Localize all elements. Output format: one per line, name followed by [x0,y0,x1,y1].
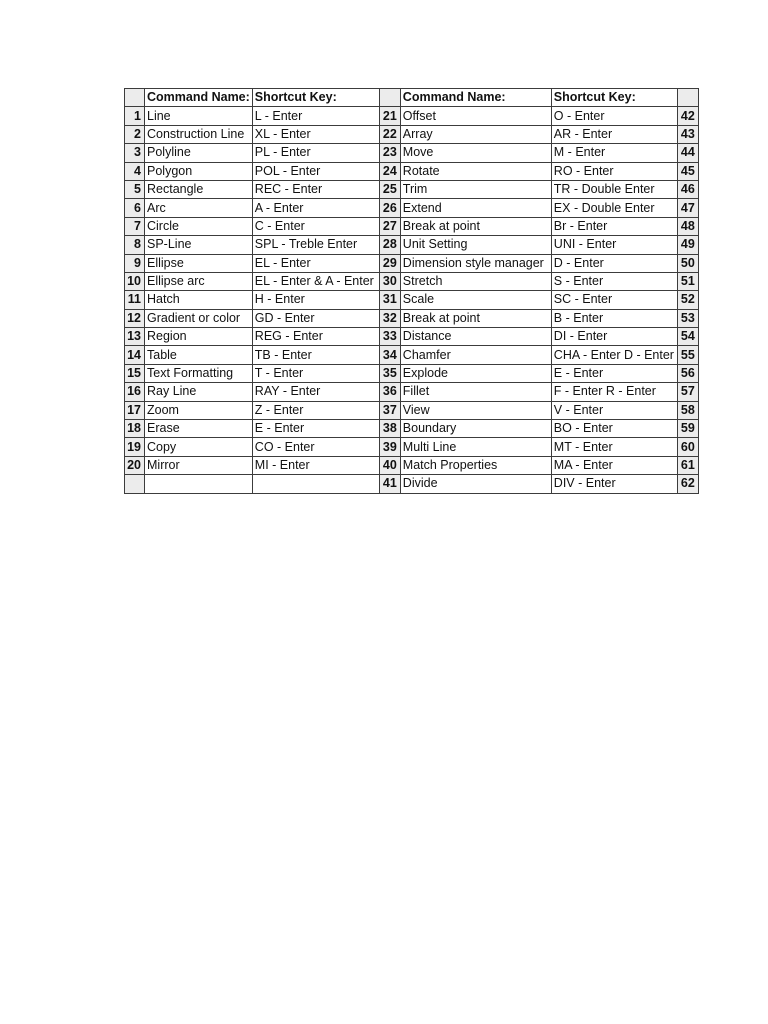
table-row [125,383,699,401]
table-row [125,144,699,162]
shortcut-key-cell: REC - Enter [252,180,379,198]
table-row [125,346,699,364]
command-name-cell: Break at point [400,217,551,235]
header-blank-cell [379,89,400,107]
table-row [125,162,699,180]
row-number: 32 [379,309,400,327]
shortcut-key-cell: PL - Enter [252,144,379,162]
row-number: 57 [677,383,698,401]
command-name-cell: Rectangle [145,180,253,198]
command-name-cell: Line [145,107,253,125]
row-number: 60 [677,438,698,456]
header-command-name: Command Name: [400,89,551,107]
shortcut-key-cell: C - Enter [252,217,379,235]
row-number: 27 [379,217,400,235]
row-number: 13 [125,328,145,346]
row-number: 37 [379,401,400,419]
shortcut-key-cell: MT - Enter [551,438,677,456]
command-name-cell: Trim [400,180,551,198]
command-name-cell: Arc [145,199,253,217]
table-row [125,438,699,456]
row-number: 2 [125,125,145,143]
row-number: 17 [125,401,145,419]
shortcut-key-cell: SPL - Treble Enter [252,236,379,254]
command-name-cell: Array [400,125,551,143]
row-number: 39 [379,438,400,456]
row-number: 56 [677,364,698,382]
row-number [125,475,145,493]
row-number: 50 [677,254,698,272]
command-name-cell: Ellipse [145,254,253,272]
command-name-cell: Move [400,144,551,162]
row-number: 4 [125,162,145,180]
command-name-cell: Distance [400,328,551,346]
shortcut-key-cell: TR - Double Enter [551,180,677,198]
row-number: 31 [379,291,400,309]
command-name-cell: Copy [145,438,253,456]
shortcut-key-cell: L - Enter [252,107,379,125]
shortcut-key-cell: GD - Enter [252,309,379,327]
row-number: 26 [379,199,400,217]
row-number: 54 [677,328,698,346]
shortcut-key-cell: AR - Enter [551,125,677,143]
command-name-cell: Gradient or color [145,309,253,327]
row-number: 20 [125,456,145,474]
table-row [125,291,699,309]
table-row [125,107,699,125]
command-name-cell: Text Formatting [145,364,253,382]
row-number: 58 [677,401,698,419]
row-number: 8 [125,236,145,254]
header-command-name: Command Name: [145,89,253,107]
row-number: 12 [125,309,145,327]
shortcut-key-cell: A - Enter [252,199,379,217]
shortcut-key-cell: UNI - Enter [551,236,677,254]
shortcut-key-cell: DIV - Enter [551,475,677,493]
command-name-cell: Polyline [145,144,253,162]
shortcut-key-cell: SC - Enter [551,291,677,309]
shortcut-key-cell: EL - Enter [252,254,379,272]
row-number: 34 [379,346,400,364]
command-name-cell: Table [145,346,253,364]
command-name-cell: Break at point [400,309,551,327]
shortcut-key-cell: EL - Enter & A - Enter [252,272,379,290]
command-name-cell: Explode [400,364,551,382]
shortcut-key-cell: Br - Enter [551,217,677,235]
command-name-cell: Stretch [400,272,551,290]
row-number: 21 [379,107,400,125]
row-number: 33 [379,328,400,346]
command-name-cell: Ray Line [145,383,253,401]
row-number: 23 [379,144,400,162]
table-row [125,475,699,493]
table-row [125,309,699,327]
row-number: 19 [125,438,145,456]
command-name-cell: Circle [145,217,253,235]
table-row [125,236,699,254]
shortcut-key-cell: BO - Enter [551,420,677,438]
command-name-cell: Unit Setting [400,236,551,254]
row-number: 40 [379,456,400,474]
header-row [125,89,699,107]
row-number: 61 [677,456,698,474]
row-number: 30 [379,272,400,290]
command-name-cell: Divide [400,475,551,493]
command-name-cell: Rotate [400,162,551,180]
row-number: 15 [125,364,145,382]
header-blank-cell [677,89,698,107]
command-name-cell: Chamfer [400,346,551,364]
command-name-cell: Scale [400,291,551,309]
row-number: 18 [125,420,145,438]
row-number: 25 [379,180,400,198]
command-name-cell: Zoom [145,401,253,419]
row-number: 28 [379,236,400,254]
table-row [125,217,699,235]
table-row [125,125,699,143]
command-name-cell: Multi Line [400,438,551,456]
row-number: 55 [677,346,698,364]
row-number: 3 [125,144,145,162]
row-number: 5 [125,180,145,198]
row-number: 42 [677,107,698,125]
shortcut-key-cell: S - Enter [551,272,677,290]
shortcut-key-cell: E - Enter [252,420,379,438]
row-number: 53 [677,309,698,327]
shortcut-key-cell: F - Enter R - Enter [551,383,677,401]
table-row [125,456,699,474]
shortcut-key-cell: EX - Double Enter [551,199,677,217]
command-name-cell: Polygon [145,162,253,180]
row-number: 51 [677,272,698,290]
shortcut-key-cell: CHA - Enter D - Enter [551,346,677,364]
shortcut-table [124,88,699,494]
command-name-cell: SP-Line [145,236,253,254]
command-name-cell: Fillet [400,383,551,401]
shortcut-key-cell: CO - Enter [252,438,379,456]
row-number: 47 [677,199,698,217]
row-number: 45 [677,162,698,180]
shortcut-key-cell: REG - Enter [252,328,379,346]
row-number: 36 [379,383,400,401]
table-row [125,328,699,346]
row-number: 9 [125,254,145,272]
shortcut-key-cell: TB - Enter [252,346,379,364]
row-number: 35 [379,364,400,382]
shortcut-key-cell: MA - Enter [551,456,677,474]
command-name-cell: Match Properties [400,456,551,474]
shortcut-key-cell: E - Enter [551,364,677,382]
shortcut-key-cell: POL - Enter [252,162,379,180]
row-number: 22 [379,125,400,143]
shortcut-key-cell: RAY - Enter [252,383,379,401]
row-number: 59 [677,420,698,438]
row-number: 6 [125,199,145,217]
shortcut-key-cell: B - Enter [551,309,677,327]
header-shortcut-key: Shortcut Key: [551,89,677,107]
shortcut-key-cell: MI - Enter [252,456,379,474]
shortcut-key-cell [252,475,379,493]
row-number: 41 [379,475,400,493]
command-name-cell: View [400,401,551,419]
table-row [125,420,699,438]
row-number: 24 [379,162,400,180]
row-number: 1 [125,107,145,125]
table-row [125,254,699,272]
header-shortcut-key: Shortcut Key: [252,89,379,107]
command-name-cell: Extend [400,199,551,217]
table-row [125,364,699,382]
table-row [125,401,699,419]
row-number: 46 [677,180,698,198]
row-number: 29 [379,254,400,272]
table-row [125,180,699,198]
command-name-cell: Construction Line [145,125,253,143]
row-number: 52 [677,291,698,309]
command-name-cell: Boundary [400,420,551,438]
shortcut-key-cell: DI - Enter [551,328,677,346]
shortcut-key-cell: H - Enter [252,291,379,309]
shortcut-key-cell: Z - Enter [252,401,379,419]
shortcut-key-cell: D - Enter [551,254,677,272]
header-blank-cell [125,89,145,107]
shortcut-key-cell: O - Enter [551,107,677,125]
command-name-cell: Mirror [145,456,253,474]
row-number: 10 [125,272,145,290]
row-number: 49 [677,236,698,254]
shortcut-key-cell: XL - Enter [252,125,379,143]
row-number: 38 [379,420,400,438]
table-row [125,199,699,217]
shortcut-key-cell: M - Enter [551,144,677,162]
row-number: 43 [677,125,698,143]
row-number: 44 [677,144,698,162]
row-number: 7 [125,217,145,235]
row-number: 14 [125,346,145,364]
shortcut-key-cell: RO - Enter [551,162,677,180]
command-name-cell [145,475,253,493]
command-name-cell: Dimension style manager [400,254,551,272]
shortcut-key-cell: T - Enter [252,364,379,382]
row-number: 16 [125,383,145,401]
table-row [125,272,699,290]
command-name-cell: Region [145,328,253,346]
row-number: 48 [677,217,698,235]
row-number: 62 [677,475,698,493]
command-name-cell: Offset [400,107,551,125]
command-name-cell: Erase [145,420,253,438]
row-number: 11 [125,291,145,309]
command-name-cell: Hatch [145,291,253,309]
command-name-cell: Ellipse arc [145,272,253,290]
shortcut-key-cell: V - Enter [551,401,677,419]
